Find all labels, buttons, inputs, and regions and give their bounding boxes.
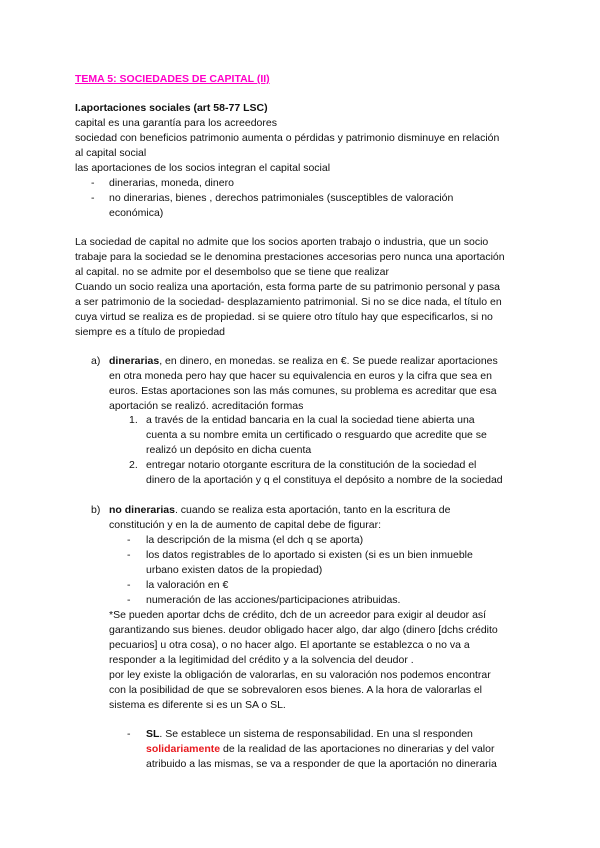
sub-item-line: urbano existen datos de la propiedad) xyxy=(146,564,323,576)
item-b-first-line xyxy=(109,503,450,518)
list-bullet: - xyxy=(127,728,131,740)
sub-item-line: dinero de la aportación y q el constituya el depósito a nombre de la sociedad xyxy=(146,474,503,486)
paragraph-line: siempre es a título de propiedad xyxy=(75,326,226,338)
sl-last-line: atribuido a las mismas, se va a responder de que la aportación no dineraria xyxy=(146,758,497,770)
list-item: no dinerarias, bienes , derechos patrimoniales (susceptibles de valoración xyxy=(109,192,454,204)
sl-first-line xyxy=(146,727,473,742)
note-line: responder a la legitimidad del crédito y a la solvencia del deudor . xyxy=(109,654,414,666)
item-b-line: constitución y en la de aumento de capital debe de figurar: xyxy=(109,519,382,531)
list-bullet: - xyxy=(127,549,131,561)
sub-item-line: a través de la entidad bancaria en la cual la sociedad tiene abierta una xyxy=(146,414,475,426)
list-bullet: - xyxy=(127,579,131,591)
section-heading: I.aportaciones sociales (art 58-77 LSC) xyxy=(75,102,268,114)
paragraph-line: al capital. no se admite por el desembolso que se tiene que realizar xyxy=(75,266,390,278)
sub-item-line: entregar notario otorgante escritura de la constitución de la sociedad el xyxy=(146,459,477,471)
intro-line: capital es una garantía para los acreedores xyxy=(75,117,277,129)
paragraph-line: La sociedad de capital no admite que los socios aporten trabajo o industria, que un socio xyxy=(75,236,489,248)
sub-item-line: numeración de las acciones/participaciones atribuidas. xyxy=(146,594,401,606)
page-title: TEMA 5: SOCIEDADES DE CAPITAL (II) xyxy=(75,73,270,85)
list-bullet: - xyxy=(91,192,95,204)
sl-second-rest: de la realidad de las aportaciones no dinerarias y del valor xyxy=(220,743,495,755)
intro-line: al capital social xyxy=(75,147,147,159)
sl-second-line xyxy=(146,742,494,757)
note-line: pecuarios] u otra cosa), o no hacer algo. El aportante se establezca o no va a xyxy=(109,639,470,651)
item-a-first-rest: , en dinero, en monedas. se realiza en €. Se puede realizar aportaciones xyxy=(159,355,498,367)
item-a-line: aportación se realizó. acreditación formas xyxy=(109,400,304,412)
sub-item-line: la valoración en € xyxy=(146,579,229,591)
note-line: con la posibilidad de que se sobrevaloren esos bienes. A la hora de valorarlas el xyxy=(109,684,482,696)
sub-marker: 2. xyxy=(129,459,138,471)
item-a-line: en otra moneda pero hay que hacer su equivalencia en euros y la cifra que sea en xyxy=(109,370,492,382)
list-item: dinerarias, moneda, dinero xyxy=(109,177,234,189)
list-bullet: - xyxy=(91,177,95,189)
intro-line: sociedad con beneficios patrimonio aumenta o pérdidas y patrimonio disminuye en relación xyxy=(75,132,500,144)
paragraph-line: Cuando un socio realiza una aportación, esta forma parte de su patrimonio personal y pasa xyxy=(75,281,500,293)
list-bullet: - xyxy=(127,594,131,606)
term-no-dinerarias: no dinerarias xyxy=(109,504,175,516)
list-item-continuation: económica) xyxy=(109,207,164,219)
sub-item-line: la descripción de la misma (el dch q se aporta) xyxy=(146,534,364,546)
paragraph-line: cuya virtud se realiza es de propiedad. si se quiere otro título hay que especificarlos, si no xyxy=(75,311,493,323)
item-b-first-rest: . cuando se realiza esta aportación, tanto en la escritura de xyxy=(174,504,451,516)
note-line: *Se pueden aportar dchs de crédito, dch de un acreedor para exigir al deudor así xyxy=(109,609,487,621)
item-a-first-line xyxy=(109,354,498,369)
note-line: por ley existe la obligación de valorarlas, en su valoración nos podemos encontrar xyxy=(109,669,491,681)
paragraph-line: a ser patrimonio de la sociedad- desplazamiento patrimonial. Si no se dice nada, el título en xyxy=(75,296,502,308)
list-marker-a: a) xyxy=(91,355,101,367)
paragraph-line: trabaje para la sociedad se le denomina prestaciones accesorias pero nunca una aportación xyxy=(75,251,505,263)
item-a-line: euros. Estas aportaciones son las más comunes, su problema es acreditar que esa xyxy=(109,385,497,397)
sub-item-line: cuenta a su nombre emita un certificado o resguardo que acredite que se xyxy=(146,429,487,441)
note-line: sistema es diferente si es un SA o SL. xyxy=(109,699,286,711)
term-sl: SL xyxy=(146,728,160,740)
sub-item-line: los datos registrables de lo aportado si existen (si es un bien inmueble xyxy=(146,549,473,561)
sub-item-line: realizó un depósito en dicha cuenta xyxy=(146,444,312,456)
intro-line: las aportaciones de los socios integran el capital social xyxy=(75,162,331,174)
note-line: garantizando sus bienes. deudor obligado hacer algo, dar algo (dinero [dchs crédito xyxy=(109,624,498,636)
highlight-solidariamente: solidariamente xyxy=(146,743,221,755)
sub-marker: 1. xyxy=(129,414,138,426)
list-bullet: - xyxy=(127,534,131,546)
term-dinerarias: dinerarias xyxy=(109,355,160,367)
sl-first-rest: . Se establece un sistema de responsabilidad. En una sl responden xyxy=(159,728,473,740)
list-marker-b: b) xyxy=(91,504,101,516)
